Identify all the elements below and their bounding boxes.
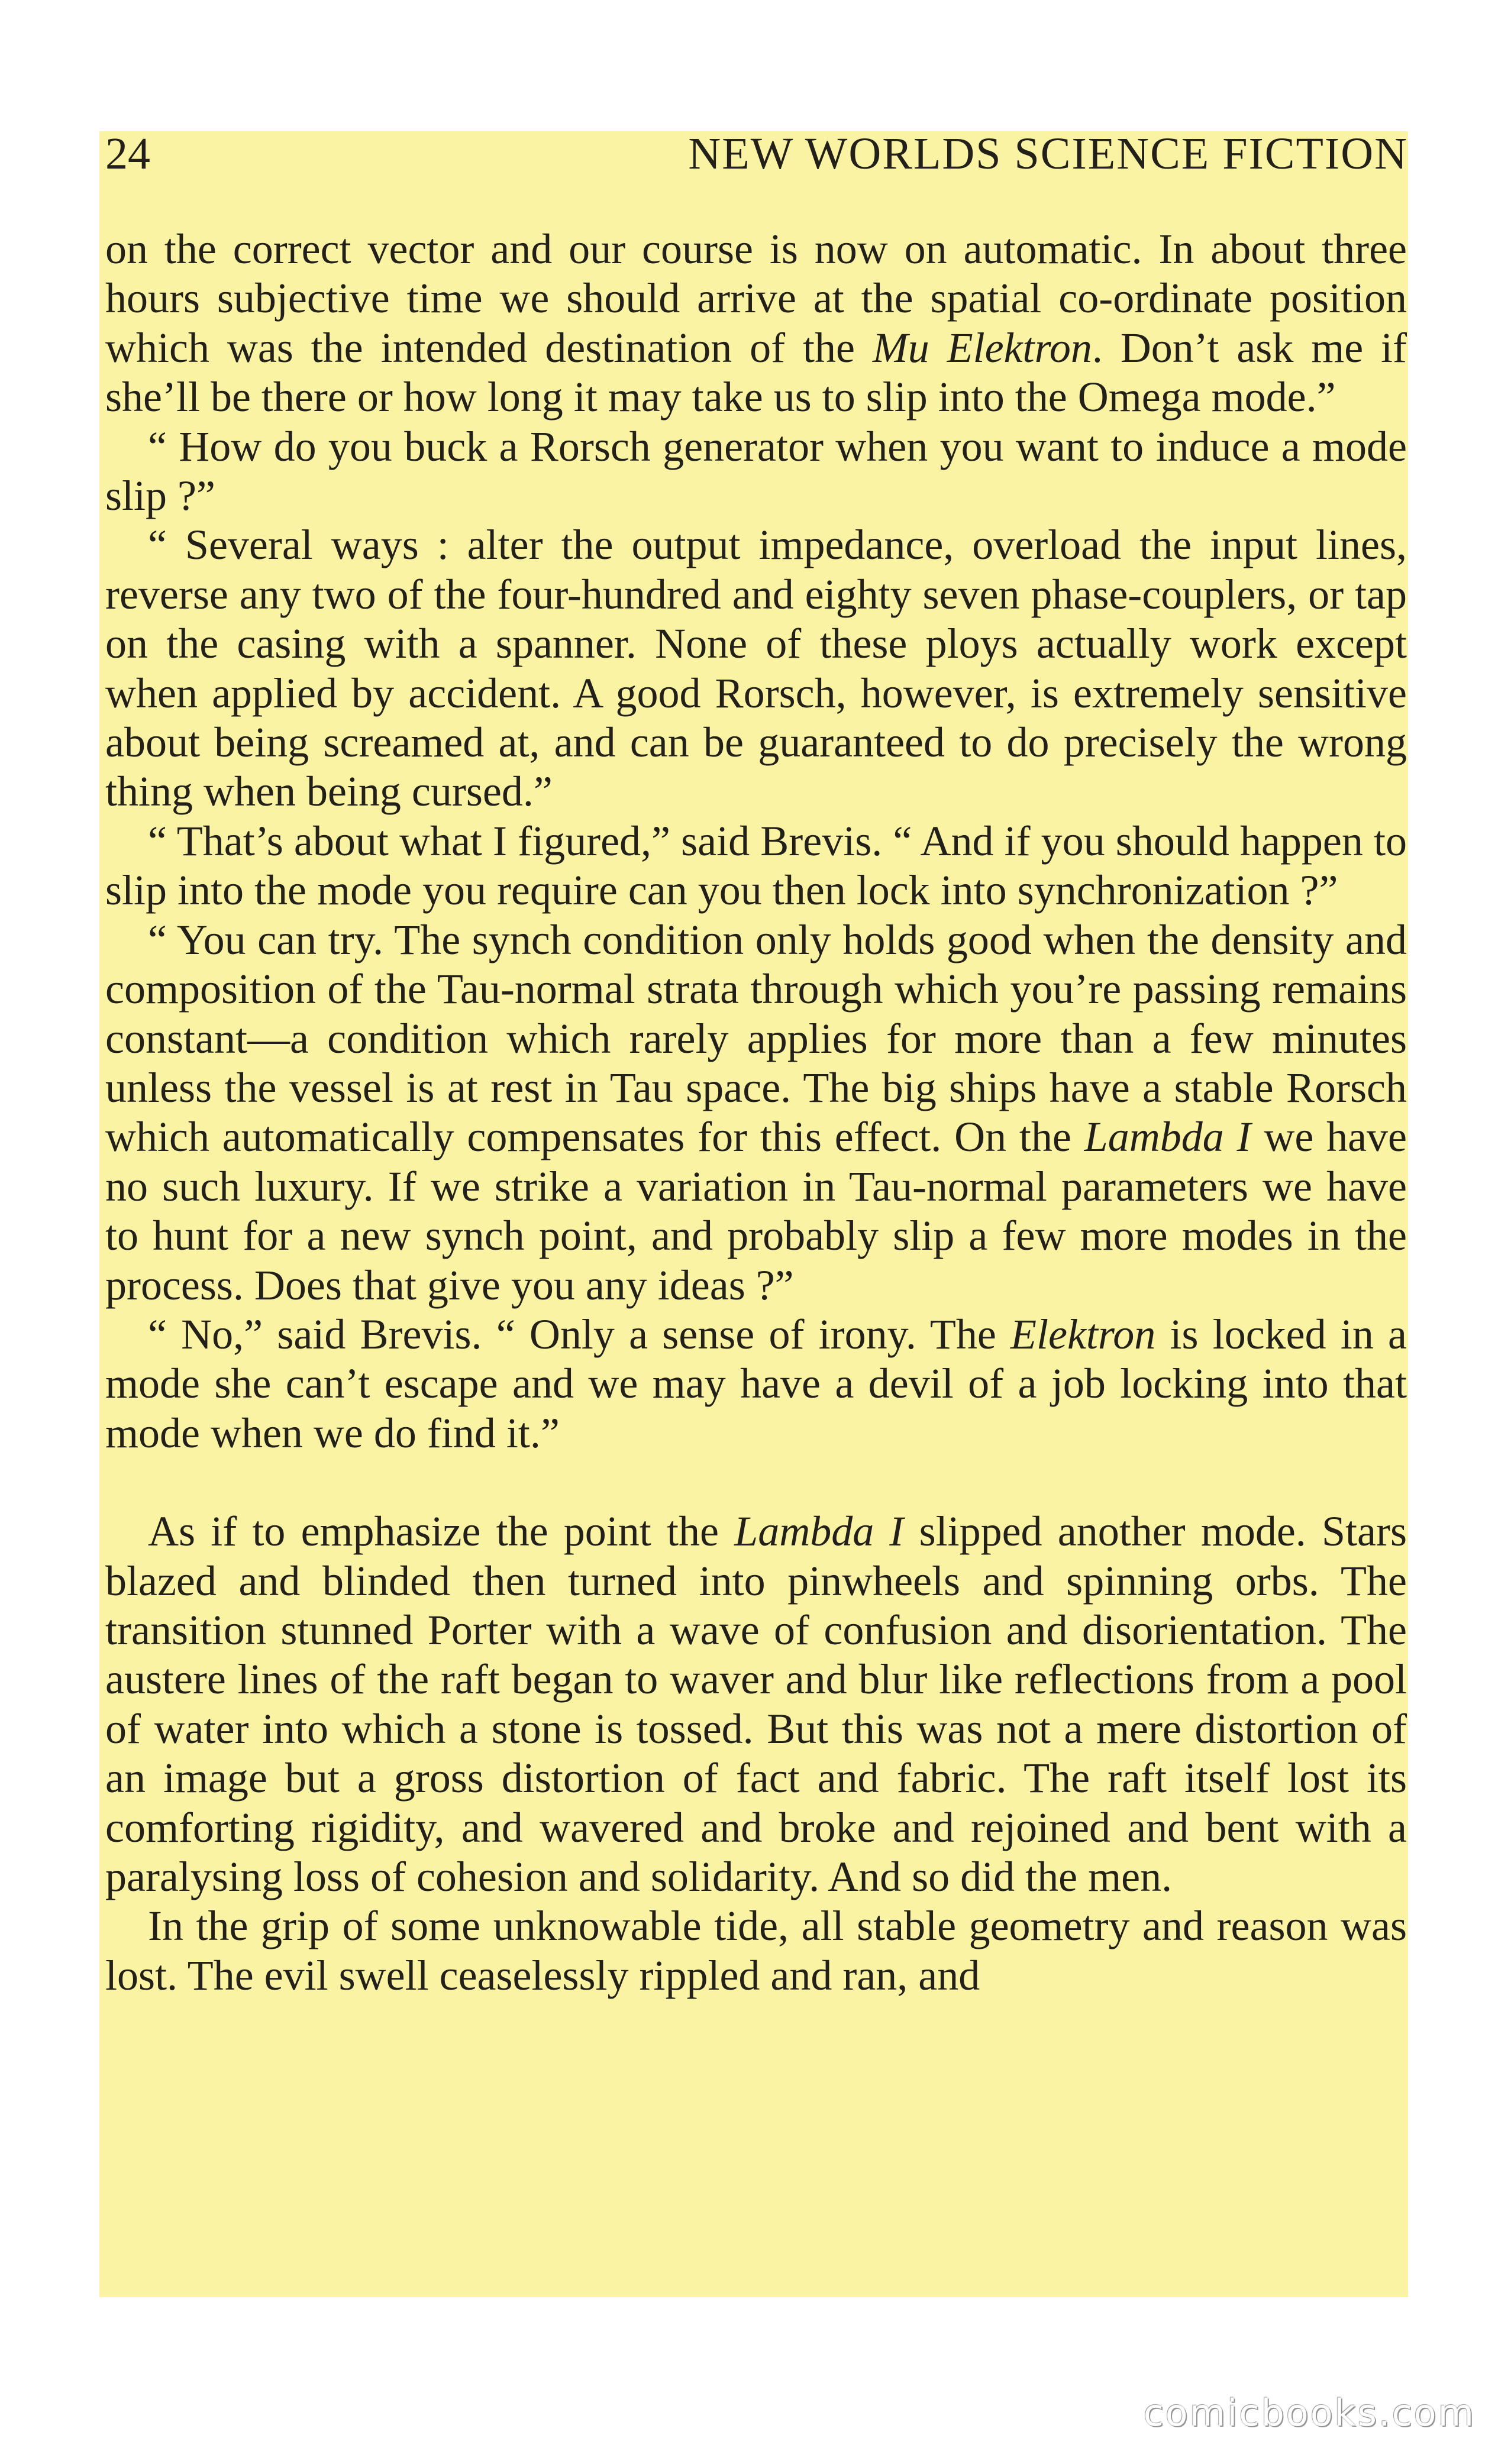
- paragraph-4: “ That’s about what I figured,” said Brevis. “ And if you should happen to slip into the mode you require can you then lock into synchronization ?”: [105, 817, 1407, 914]
- paragraph-5: “ You can try. The synch condition only holds good when the density and composition of the Tau-normal strata through which you’re passing remains constant—a condition which rarely applies for more than a few minutes unless the vessel is at rest in Tau space. The big ships have a stable Rorsch which automatically compensates for this effect. On the Lambda I we have no such luxury. If we strike a variation in Tau-normal parameters we have to hunt for a new synch point, and probably slip a few more modes in the process. Does that give you any ideas ?”: [105, 916, 1407, 1309]
- paragraph-1: on the correct vector and our course is now on automatic. In about three hours subjective time we should arrive at the spatial co-ordinate position which was the intended destination of the Mu Elektron. Don’t ask me if she’ll be there or how long it may take us to slip into the Omega mode.”: [105, 225, 1407, 421]
- paragraph-7: As if to emphasize the point the Lambda I slipped another mode. Stars blazed and blinded then turned into pinwheels and spinning orbs. The transition stunned Porter with a wave of confusion and disorientation. The austere lines of the raft began to waver and blur like reflections from a pool of water into which a stone is tossed. But this was not a mere distortion of an image but a gross distortion of fact and fabric. The raft itself lost its comforting rigidity, and wavered and broke and rejoined and bent with a paralysing loss of cohesion and solidarity. And so did the men.: [105, 1508, 1407, 1900]
- paragraph-6: “ No,” said Brevis. “ Only a sense of irony. The Elektron is locked in a mode she can’t escape and we may have a devil of a job locking into that mode when we do find it.”: [105, 1310, 1407, 1457]
- paragraph-2: “ How do you buck a Rorsch generator when you want to induce a mode slip ?”: [105, 422, 1407, 520]
- page-header: [99, 121, 1408, 186]
- body-text: [105, 225, 1407, 2000]
- paragraph-8: In the grip of some unknowable tide, all stable geometry and reason was lost. The evil swell ceaselessly rippled and ran, and: [105, 1902, 1407, 1999]
- watermark: comicbooks.com: [1143, 2391, 1476, 2434]
- page-number: 24: [105, 129, 150, 179]
- running-title: NEW WORLDS SCIENCE FICTION: [688, 129, 1408, 179]
- paragraph-3: “ Several ways : alter the output impedance, overload the input lines, reverse any two of the four-hundred and eighty seven phase-couplers, or tap on the casing with a spanner. None of these ploys actually work except when applied by accident. A good Rorsch, however, is extremely sensitive about being screamed at, and can be guaranteed to do precisely the wrong thing when being cursed.”: [105, 521, 1407, 816]
